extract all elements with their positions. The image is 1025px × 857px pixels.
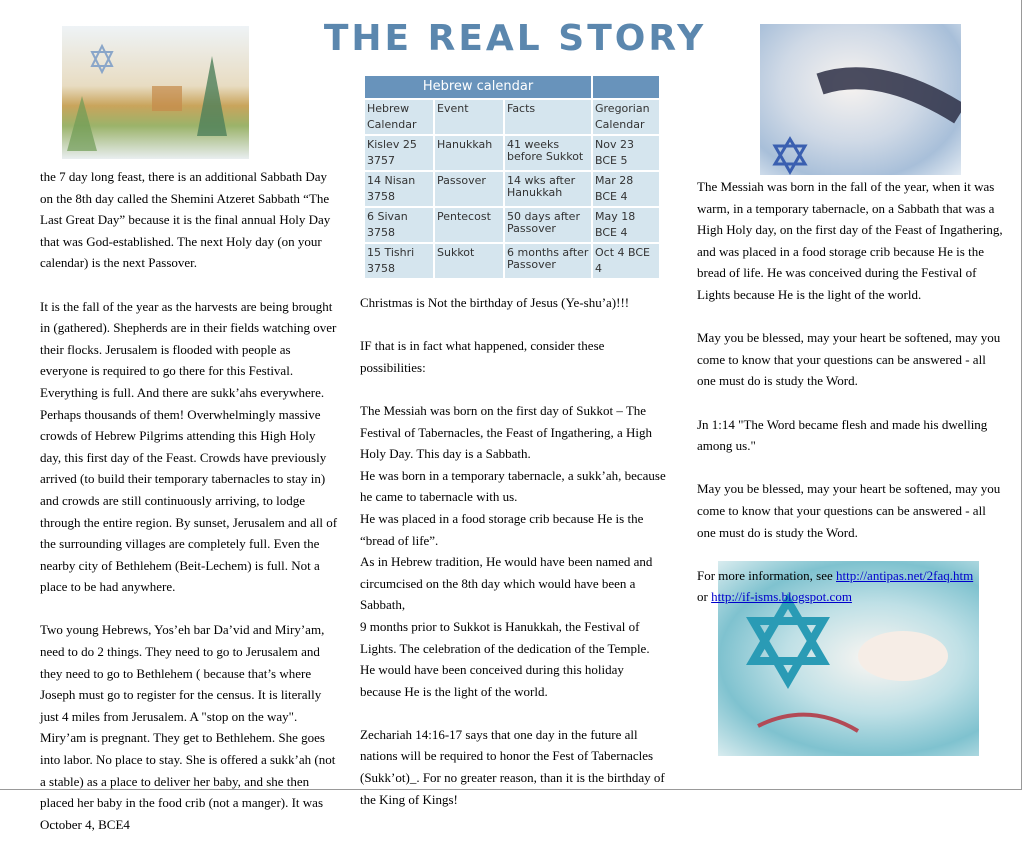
table-row: [364, 171, 660, 207]
paragraph: May you be blessed, may your heart be softened, may you come to know that your questions can be answered - all one must do is study the Word.: [697, 330, 1001, 389]
paragraph: May you be blessed, may your heart be softened, may you come to know that your questions can be answered - all one must do is study the Word.: [697, 481, 1001, 540]
table-cell: Passover: [434, 171, 504, 207]
column-header: Event: [434, 99, 504, 135]
shofar-painting-image: [760, 24, 961, 175]
more-info: [697, 565, 1007, 608]
left-column: [40, 166, 338, 857]
table-cell: Mar 28 BCE 4: [592, 171, 660, 207]
paragraph: The Messiah was born in the fall of the year, when it was warm, in a temporary tabernacle, on a Sabbath that was a High Holy day, on the first day of the Feast of Ingathering, and was placed in a food storage crib because He is the bread of life. He was conceived during the Festival of Lights because He is the light of the world.: [697, 179, 1003, 302]
column-header: Gregorian Calendar: [592, 99, 660, 135]
table-row: [364, 243, 660, 279]
table-cell: Pentecost: [434, 207, 504, 243]
paragraph: Jn 1:14 "The Word became flesh and made his dwelling among us.": [697, 416, 988, 454]
column-header: Hebrew Calendar: [364, 99, 434, 135]
table-cell: 41 weeks before Sukkot: [504, 135, 592, 171]
middle-column: [360, 74, 666, 832]
table-cell: Nov 23 BCE 5: [592, 135, 660, 171]
table-cell: 6 Sivan 3758: [364, 207, 434, 243]
table-cell: Sukkot: [434, 243, 504, 279]
paragraph: IF that is in fact what happened, consider these possibilities:: [360, 338, 605, 375]
paragraph: It is the fall of the year as the harvests are being brought in (gathered). Shepherds are in their fields watching over their flocks. Jerusalem is flooded with people as everyone is required to go there for this Festival. Everything is full. And there are sukk’ahs everywhere. Perhaps thousands of them! Overwhelmingly massive crowds of Hebrew Pilgrims attending this High Holy day, this first day of the Feast. Crowds have previously arrived (to build their temporary tabernacles to stay in) and crowds are still continuously arriving, to lodge through the entire region. By sunset, Jerusalem and all of the surrounding villages are completely full. Even the nearby city of Bethlehem (Beit-Lechem) is full. Not a place to be had anywhere.: [40, 298, 338, 595]
column-header: Facts: [504, 99, 592, 135]
paragraph: Two young Hebrews, Yos’eh bar Da’vid and Miry’am, need to do 2 things. They need to go to Jerusalem and they need to go to Bethlehem ( because that’s where Joseph must go to register for the census. It is literally just 4 miles from Jerusalem. A "stop on the way". Miry’am is pregnant. They get to Bethlehem. She goes into labor. No place to stay. She is offered a sukk’ah (not a stable) as a place to deliver her baby, and she then placed her baby in the food crib (not a manger). It was October 4, BCE4: [40, 622, 336, 832]
table-caption: Hebrew calendar: [364, 75, 592, 99]
table-row: [364, 207, 660, 243]
table-cell: 15 Tishri 3758: [364, 243, 434, 279]
paragraph: The Messiah was born on the first day of Sukkot – The Festival of Tabernacles, the Feast of Ingathering, a High Holy Day. This day is a Sabbath. He was born in a temporary tabernacle, a sukk’ah, because he came to tabernacle with us. He was placed in a food storage crib because He is the “bread of life”. As in Hebrew tradition, He would have been named and circumcised on the 8th day which would have been a Sabbath, 9 months prior to Sukkot is Hanukkah, the Festival of Lights. The celebration of the dedication of the Temple. He would have been conceived during this holiday because He is the light of the world.: [360, 402, 666, 699]
hebrew-calendar-table: [363, 74, 661, 280]
table-header-row: [364, 99, 660, 135]
table-cell: 50 days after Passover: [504, 207, 592, 243]
watercolor-village-image: [62, 26, 249, 159]
paragraph: Zechariah 14:16-17 says that one day in the future all nations will be required to honor the Fest of Tabernacles (Sukk’ot)_. For no greater reason, than it is the birthday of the King of Kings!: [360, 726, 665, 807]
or-label: or: [697, 589, 712, 605]
more-info-label: For more information, see: [697, 567, 836, 583]
blogspot-link[interactable]: http://if-isms.blogspot.com: [711, 589, 852, 605]
table-caption-blank: [592, 75, 660, 99]
table-cell: 14 wks after Hanukkah: [504, 171, 592, 207]
table-cell: Oct 4 BCE 4: [592, 243, 660, 279]
table-cell: May 18 BCE 4: [592, 207, 660, 243]
antipas-link[interactable]: http://antipas.net/2faq.htm: [836, 567, 974, 583]
table-cell: Kislev 25 3757: [364, 135, 434, 171]
page-title: THE REAL STORY: [323, 18, 707, 59]
table-cell: 6 months after Passover: [504, 243, 592, 279]
table-cell: Hanukkah: [434, 135, 504, 171]
paragraph: the 7 day long feast, there is an additional Sabbath Day on the 8th day called the Shemini Atzeret Sabbath “The Last Great Day” because it is the final annual Holy Day that was God-established. The next Holy day (on your calendar) is the next Passover.: [40, 169, 331, 271]
paragraph: Christmas is Not the birthday of Jesus (Ye-shu’a)!!!: [360, 295, 630, 310]
table-row: [364, 135, 660, 171]
table-cell: 14 Nisan 3758: [364, 171, 434, 207]
right-column: [697, 176, 1007, 608]
